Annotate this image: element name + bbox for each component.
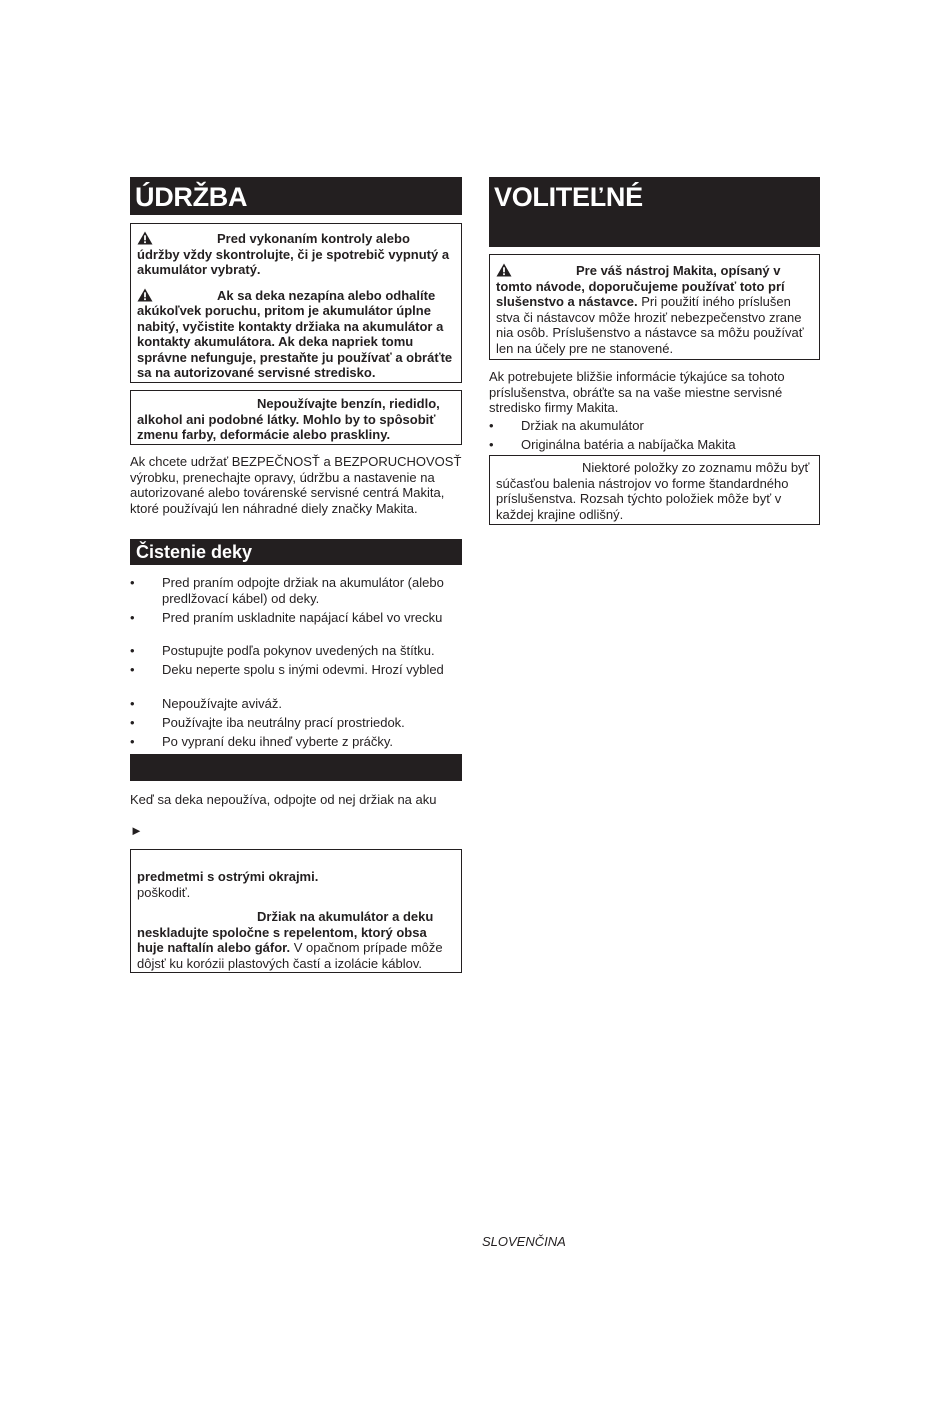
list-item: • Po vypraní deku ihneď vyberte z práčky. — [130, 733, 394, 749]
storage-text — [130, 792, 462, 808]
accessories-note-text: Niektoré položky zo zoznamu môžu byť súčasťou balenia nástrojov vo forme štandardného príslušenstva. Rozsah týchto položiek môže byť v každej krajine odlišný. — [496, 460, 810, 522]
accessories-warning-bold: Pre váš nástroj Makita, opísaný v tomto návode, doporučujeme používať toto prí slušenstvo a nástavce. — [496, 263, 785, 309]
warning-2-text: Ak sa deka nezapína alebo odhalíte akúkoľvek poruchu, pritom je akumulátor úplne nabitý, vyčistite kontakty držiaka na akumulátor a kontakty akumulátora. Ak deka napriek tomu správne nefunguje, prestaňte ju používať a obráťte sa na autorizované servisné stredisko. — [137, 287, 453, 380]
storage-notice-bold-1: predmetmi s ostrými okrajmi. — [137, 869, 319, 884]
storage-notice-bold-2: Držiak na akumulátor a deku neskladujte spoločne s repelentom, ktorý obsa huje naftalín alebo gáfor. — [137, 909, 434, 955]
list-item: • Pred praním uskladnite napájací kábel vo vrecku — [130, 609, 443, 625]
list-item: • Držiak na akumulátor — [489, 418, 644, 433]
accessories-warning-normal: Pri použití iného príslušen stva či nástavcov môže hroziť nebezpečenstvo zrane nia osôb. Príslušenstvo a nástavce sa môžu používať len na účely pre ne stanovené. — [496, 294, 804, 356]
accessories-title: VOLITEĽNÉ — [494, 182, 643, 212]
maintenance-heading — [130, 177, 462, 215]
warning-1-text: Pred vykonaním kontroly alebo údržby vždy skontrolujte, či je spotrebič vypnutý a akumulátor vybratý. — [137, 231, 450, 277]
solvent-notice-box — [130, 390, 462, 445]
storage-notice-box — [130, 849, 462, 973]
warning-2 — [137, 288, 455, 381]
list-item: • Postupujte podľa pokynov uvedených na štítku. — [130, 643, 435, 658]
maintenance-title: ÚDRŽBA — [135, 182, 248, 212]
storage-notice-normal-1: poškodiť. — [137, 884, 191, 900]
accessories-paragraph — [489, 369, 809, 416]
list-item: • Nepoužívajte aviváž. — [130, 695, 282, 711]
warning-1 — [137, 231, 455, 278]
cleaning-title: Čistenie deky — [136, 542, 253, 562]
arrow-marker: ► — [130, 823, 143, 838]
list-item: • Deku neperte spolu s inými odevmi. Hrozí vybled — [130, 662, 444, 677]
service-paragraph — [130, 454, 462, 516]
list-item: • Originálna batéria a nabíjačka Makita — [489, 437, 736, 452]
service-paragraph-text: Ak chcete udržať BEZPEČNOSŤ a BEZPORUCHOVOSŤ výrobku, prenechajte opravy, údržbu a nastavenie na autorizované alebo továrenské servisné centrá Makita, ktoré používajú len náhradné diely značky Makita. — [130, 454, 462, 516]
page-footer-language: SLOVENČINA — [482, 1234, 566, 1249]
accessories-note-box — [489, 455, 820, 525]
list-item: • Používajte iba neutrálny prací prostriedok. — [130, 714, 405, 730]
cleaning-list — [130, 575, 462, 753]
cleaning-heading — [130, 539, 462, 565]
accessories-warning-box — [489, 254, 820, 360]
warning-triangle-icon — [137, 231, 153, 245]
accessories-warning — [496, 263, 813, 356]
list-item: • Pred praním odpojte držiak na akumulátor (alebo predlžovací kábel) od deky. — [130, 575, 444, 606]
warning-triangle-icon — [137, 288, 153, 302]
storage-heading-bar — [130, 754, 462, 781]
accessories-heading — [489, 177, 820, 247]
warning-triangle-icon — [496, 263, 512, 277]
accessories-paragraph-text: Ak potrebujete bližšie informácie týkajúce sa tohoto príslušenstva, obráťte sa na vaše miestne servisné stredisko firmy Makita. — [489, 369, 785, 415]
maintenance-warning-box — [130, 223, 462, 383]
accessories-list — [489, 418, 820, 456]
storage-notice-normal-2: V opačnom prípade môže dôjsť ku korózii plastových častí a izolácie káblov. — [137, 940, 443, 971]
solvent-notice-text: Nepoužívajte benzín, riedidlo, alkohol ani podobné látky. Mohlo by to spôsobiť zmenu farby, deformácie alebo praskliny. — [137, 396, 440, 442]
storage-text-line: Keď sa deka nepoužíva, odpojte od nej držiak na aku — [130, 792, 437, 807]
